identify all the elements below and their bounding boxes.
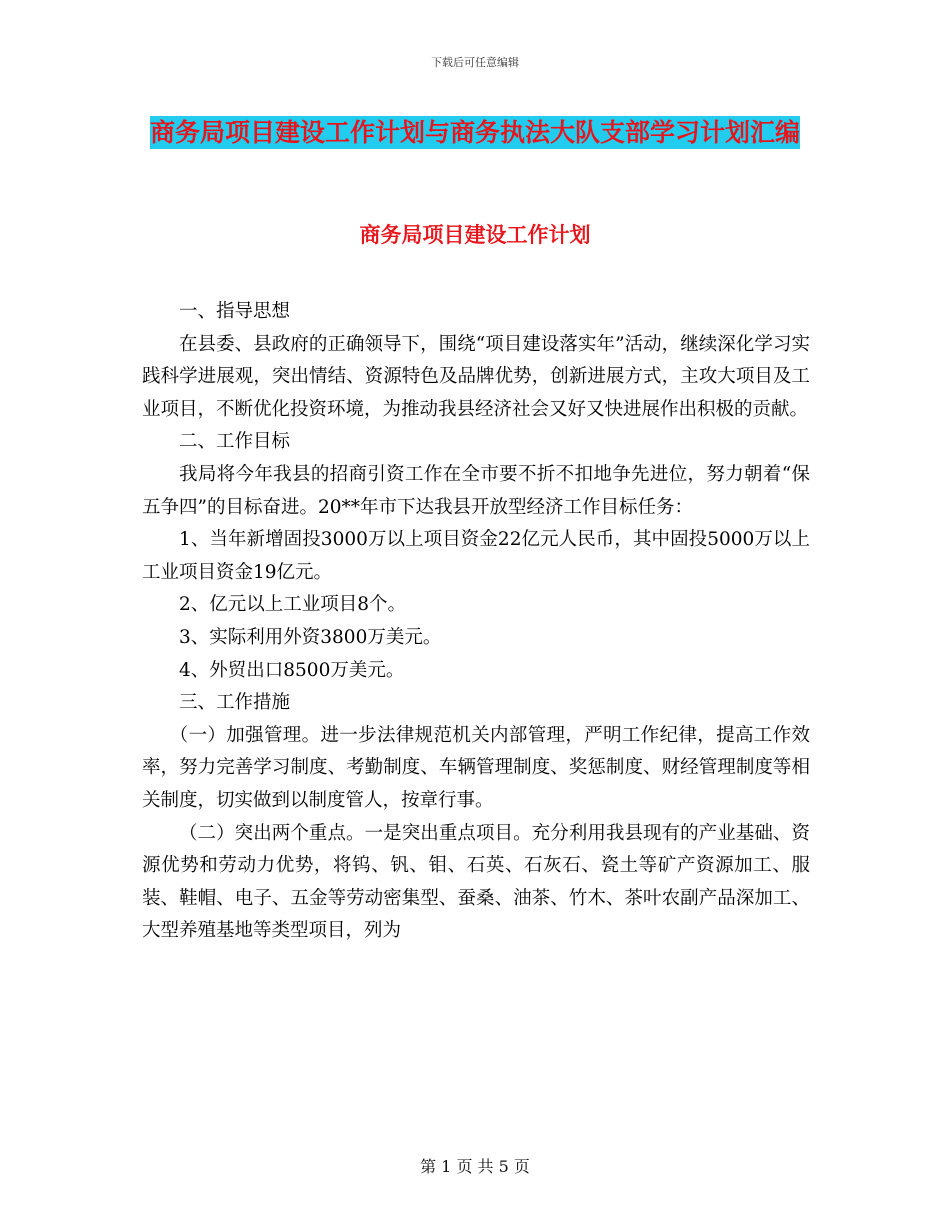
document-title bbox=[140, 110, 810, 156]
measure-item-1: （一）加强管理。进一步法律规范机关内部管理，严明工作纪律，提高工作效率，努力完善学习制度、考勤制度、车辆管理制度、奖惩制度、财经管理制度等相关制度，切实做到以制度管人，按章行事。 bbox=[142, 724, 810, 811]
paragraph-work-goals: 我局将今年我县的招商引资工作在全市要不折不扣地争先进位，努力朝着“保五争四”的目标奋进。20**年市下达我县开放型经济工作目标任务： bbox=[142, 463, 810, 518]
page-number-footer: 第 1 页 共 5 页 bbox=[420, 1157, 530, 1176]
document-title-text: 商务局项目建设工作计划与商务执法大队支部学习计划汇编 bbox=[149, 118, 800, 147]
heading-work-goals: 二、工作目标 bbox=[179, 431, 291, 453]
goal-item-1: 1、当年新增固投3000万以上项目资金22亿元人民币，其中固投5000万以上工业项目资金19亿元。 bbox=[142, 529, 810, 583]
header-note: 下载后可任意编辑 bbox=[431, 56, 519, 69]
measure-item-2: （二）突出两个重点。一是突出重点项目。充分利用我县现有的产业基础、资源优势和劳动力优势，将钨、钒、钼、石英、石灰石、瓷土等矿产资源加工、服装、鞋帽、电子、五金等劳动密集型、蚕桑、油茶、竹木、茶叶农副产品深加工、大型养殖基地等类型项目，列为 bbox=[142, 822, 810, 942]
goal-item-4: 4、外贸出口8500万美元。 bbox=[179, 659, 405, 681]
heading-guiding-thought: 一、指导思想 bbox=[179, 301, 291, 322]
goal-item-2: 2、亿元以上工业项目8个。 bbox=[179, 594, 407, 616]
document-body bbox=[142, 296, 810, 948]
paragraph-guiding-thought: 在县委、县政府的正确领导下，围绕“项目建设落实年”活动，继续深化学习实践科学进展观，突出情结、资源特色及品牌优势，创新进展方式，主攻大项目及工业项目，不断优化投资环境，为推动我县经济社会又好又快进展作出积极的贡献。 bbox=[142, 333, 810, 420]
heading-work-measures: 三、工作措施 bbox=[179, 692, 291, 714]
section-title: 商务局项目建设工作计划 bbox=[359, 223, 591, 247]
goal-item-3: 3、实际利用外资3800万美元。 bbox=[179, 626, 442, 648]
